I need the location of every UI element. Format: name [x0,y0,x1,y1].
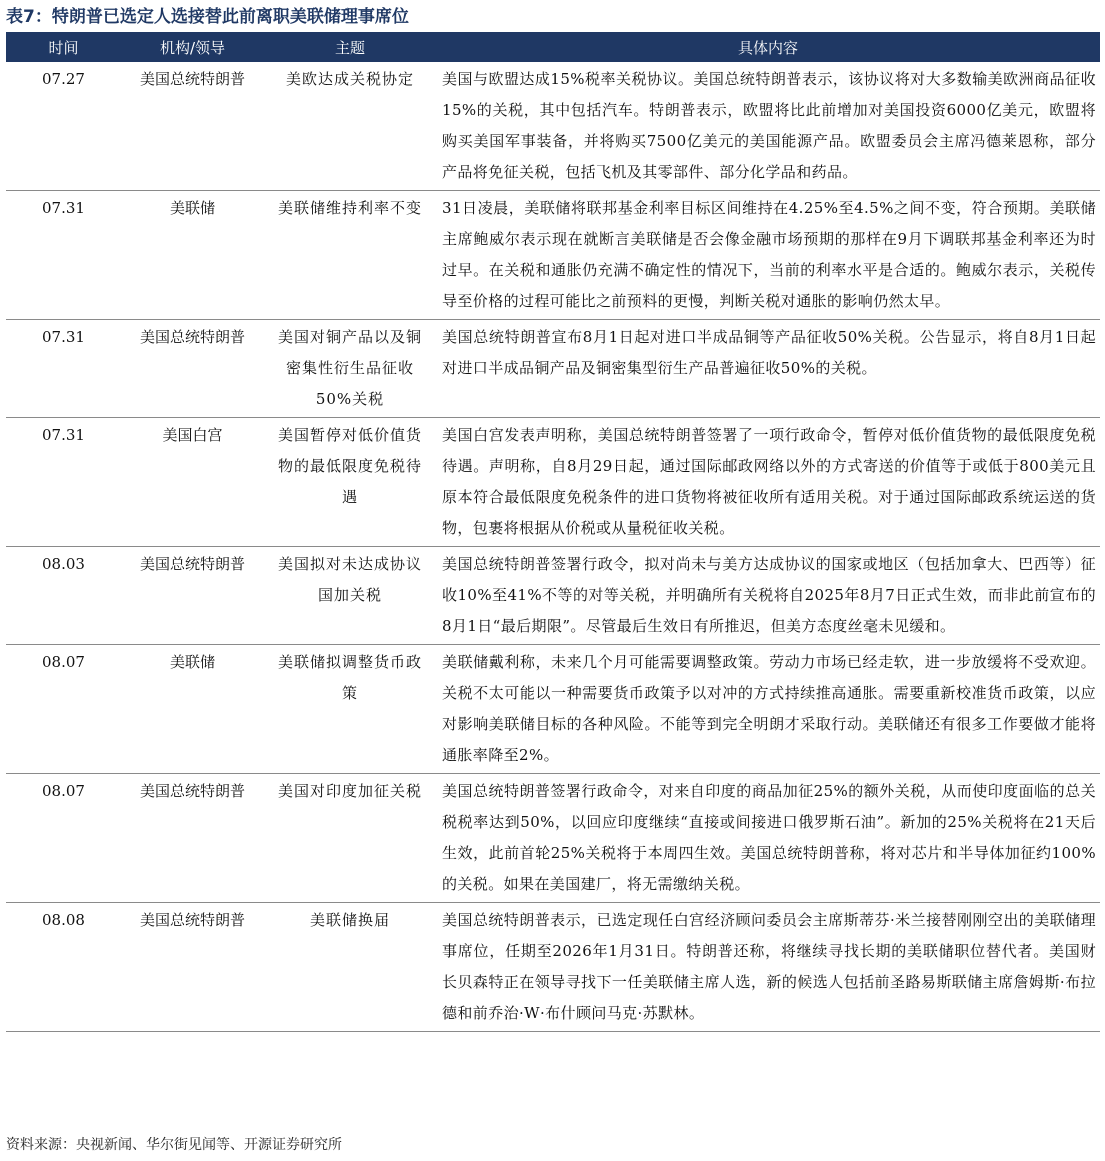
row-date: 08.07 [6,774,121,903]
row-topic: 美国对铜产品以及铜密集性衍生品征收50%关税 [264,320,436,418]
table-title: 表7：特朗普已选定人选接替此前离职美联储理事席位 [6,7,409,27]
row-content: 美国总统特朗普签署行政命令，对来自印度的商品加征25%的额外关税，从而使印度面临的总关税税率达到50%，以回应印度继续“直接或间接进口俄罗斯石油”。新加的25%关税将在21天后生效，此前首轮25%关税将于本周四生效。美国总统特朗普称，将对芯片和半导体加征约100%的关税。如果在美国建厂，将无需缴纳关税。 [436,774,1100,903]
row-topic: 美联储换届 [264,903,436,1032]
row-org: 美联储 [121,191,264,320]
row-org: 美国总统特朗普 [121,903,264,1032]
table-row [6,774,1100,903]
row-org: 美国总统特朗普 [121,62,264,191]
row-date: 07.31 [6,191,121,320]
row-date: 08.03 [6,547,121,645]
row-content: 美联储戴利称，未来几个月可能需要调整政策。劳动力市场已经走软，进一步放缓将不受欢迎。关税不太可能以一种需要货币政策予以对冲的方式持续推高通胀。需要重新校准货币政策，以应对影响美联储目标的各种风险。不能等到完全明朗才采取行动。美联储还有很多工作要做才能将通胀率降至2%。 [436,645,1100,774]
policy-table [6,32,1100,1032]
table-row [6,62,1100,191]
column-header-content: 具体内容 [436,32,1100,62]
row-content: 美国白宫发表声明称，美国总统特朗普签署了一项行政命令，暂停对低价值货物的最低限度免税待遇。声明称，自8月29日起，通过国际邮政网络以外的方式寄送的价值等于或低于800美元且原本符合最低限度免税条件的进口货物将被征收所有适用关税。对于通过国际邮政系统运送的货物，包裹将根据从价税或从量税征收关税。 [436,418,1100,547]
table-row [6,645,1100,774]
row-topic: 美联储维持利率不变 [264,191,436,320]
row-org: 美国总统特朗普 [121,320,264,418]
row-org: 美国总统特朗普 [121,547,264,645]
column-header-topic: 主题 [264,32,436,62]
row-topic: 美欧达成关税协定 [264,62,436,191]
row-topic: 美国暂停对低价值货物的最低限度免税待遇 [264,418,436,547]
row-date: 07.27 [6,62,121,191]
row-content: 美国总统特朗普宣布8月1日起对进口半成品铜等产品征收50%关税。公告显示，将自8月1日起对进口半成品铜产品及铜密集型衍生产品普遍征收50%的关税。 [436,320,1100,418]
row-date: 08.07 [6,645,121,774]
row-topic: 美国拟对未达成协议国加关税 [264,547,436,645]
row-topic: 美联储拟调整货币政策 [264,645,436,774]
row-org: 美国总统特朗普 [121,774,264,903]
row-content: 31日凌晨，美联储将联邦基金利率目标区间维持在4.25%至4.5%之间不变，符合预期。美联储主席鲍威尔表示现在就断言美联储是否会像金融市场预期的那样在9月下调联邦基金利率还为时过早。在关税和通胀仍充满不确定性的情况下，当前的利率水平是合适的。鲍威尔表示，关税传导至价格的过程可能比之前预料的更慢，判断关税对通胀的影响仍然太早。 [436,191,1100,320]
row-date: 07.31 [6,320,121,418]
column-header-date: 时间 [6,32,121,62]
row-content: 美国总统特朗普表示，已选定现任白宫经济顾问委员会主席斯蒂芬·米兰接替刚刚空出的美联储理事席位，任期至2026年1月31日。特朗普还称，将继续寻找长期的美联储职位替代者。美国财长贝森特正在领导寻找下一任美联储主席人选，新的候选人包括前圣路易斯联储主席詹姆斯·布拉德和前乔治·W·布什顾问马克·苏默林。 [436,903,1100,1032]
row-org: 美联储 [121,645,264,774]
row-content: 美国总统特朗普签署行政令，拟对尚未与美方达成协议的国家或地区（包括加拿大、巴西等）征收10%至41%不等的对等关税，并明确所有关税将自2025年8月7日正式生效，而非此前宣布的8月1日“最后期限”。尽管最后生效日有所推迟，但美方态度丝毫未见缓和。 [436,547,1100,645]
table-row [6,320,1100,418]
row-date: 07.31 [6,418,121,547]
table-row [6,547,1100,645]
table-row [6,903,1100,1032]
table-header-row [6,32,1100,62]
column-header-org: 机构/领导 [121,32,264,62]
row-date: 08.08 [6,903,121,1032]
table-row [6,191,1100,320]
row-org: 美国白宫 [121,418,264,547]
table-row [6,418,1100,547]
source-note: 资料来源：央视新闻、华尔街见闻等、开源证券研究所 [6,1137,342,1153]
row-topic: 美国对印度加征关税 [264,774,436,903]
row-content: 美国与欧盟达成15%税率关税协议。美国总统特朗普表示，该协议将对大多数输美欧洲商品征收15%的关税，其中包括汽车。特朗普表示，欧盟将比此前增加对美国投资6000亿美元，欧盟将购买美国军事装备，并将购买7500亿美元的美国能源产品。欧盟委员会主席冯德莱恩称，部分产品将免征关税，包括飞机及其零部件、部分化学品和药品。 [436,62,1100,191]
